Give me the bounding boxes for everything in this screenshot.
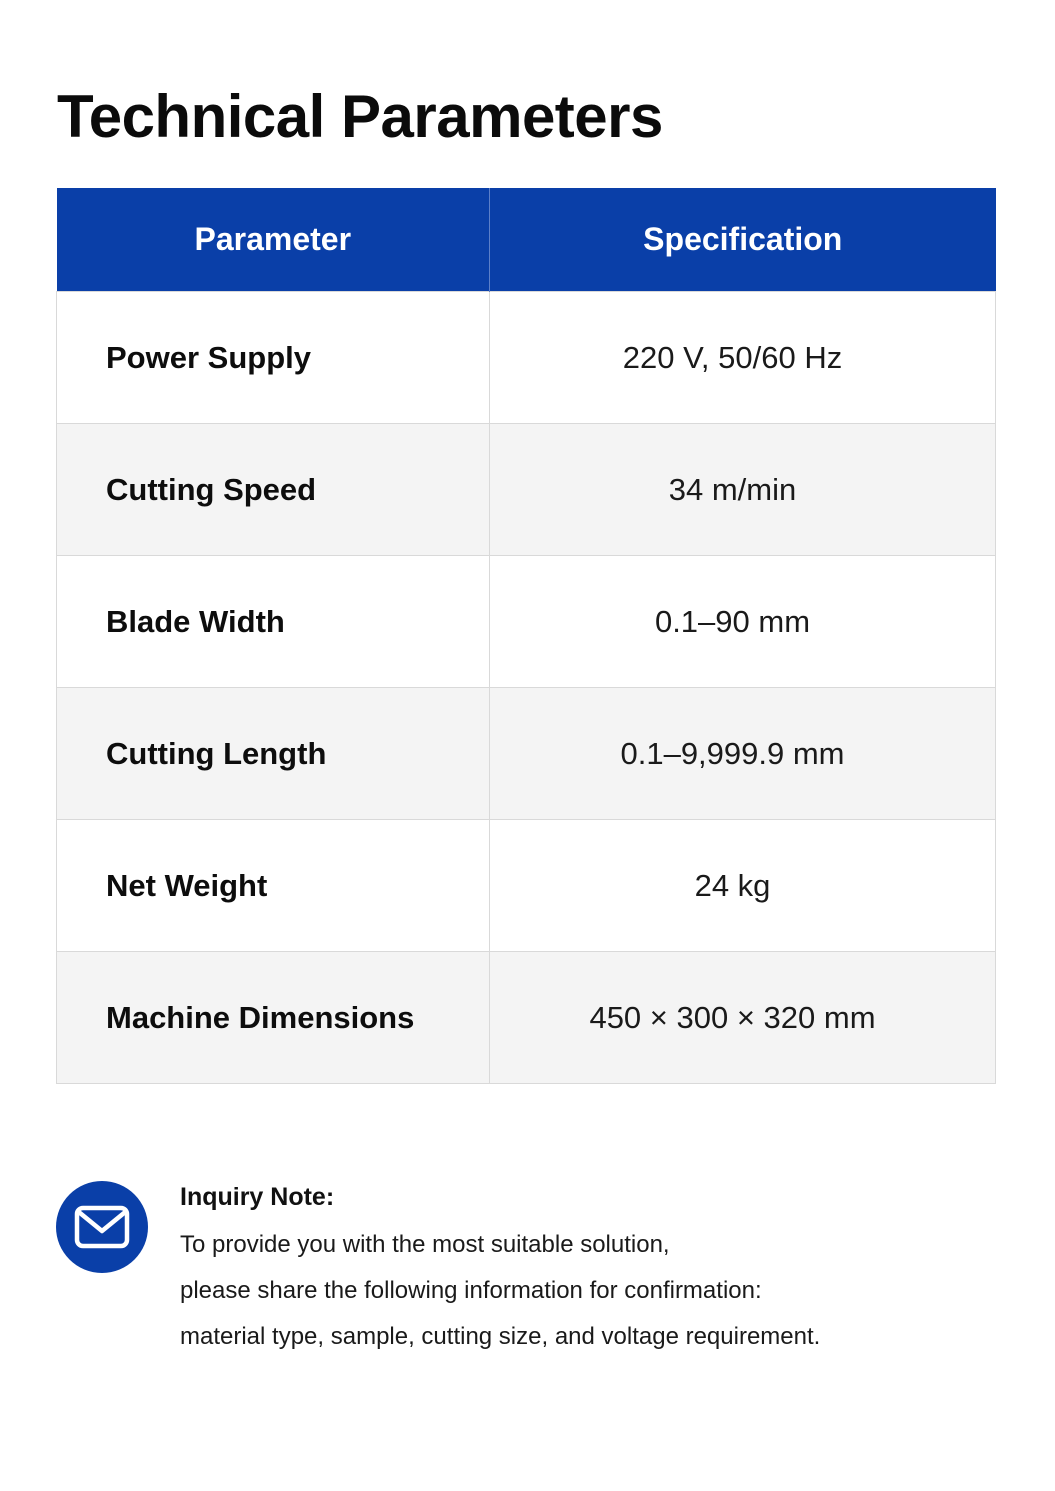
- parameter-cell: Blade Width: [57, 556, 490, 688]
- specification-cell: 24 kg: [490, 820, 996, 952]
- table-header-row: [57, 188, 996, 292]
- parameter-cell: Net Weight: [57, 820, 490, 952]
- envelope-glyph: [74, 1205, 130, 1249]
- table-row: [57, 688, 996, 820]
- inquiry-note-line: please share the following information for confirmation:: [180, 1277, 762, 1304]
- page-title: Technical Parameters: [57, 83, 663, 150]
- parameter-cell: Cutting Speed: [57, 424, 490, 556]
- parameter-cell: Machine Dimensions: [57, 952, 490, 1084]
- inquiry-note-line: material type, sample, cutting size, and voltage requirement.: [180, 1323, 821, 1350]
- spec-table: [56, 188, 996, 1084]
- parameter-cell: Cutting Length: [57, 688, 490, 820]
- header-specification: Specification: [490, 188, 996, 292]
- inquiry-note-line: To provide you with the most suitable solution,: [180, 1231, 670, 1258]
- specification-cell: 34 m/min: [490, 424, 996, 556]
- table-row: [57, 424, 996, 556]
- table-row: [57, 952, 996, 1084]
- table-row: [57, 820, 996, 952]
- specification-cell: 0.1–9,999.9 mm: [490, 688, 996, 820]
- header-parameter: Parameter: [57, 188, 490, 292]
- specification-cell: 220 V, 50/60 Hz: [490, 292, 996, 424]
- table-row: [57, 292, 996, 424]
- table-row: [57, 556, 996, 688]
- inquiry-note-title: Inquiry Note:: [180, 1183, 335, 1211]
- envelope-icon: [56, 1181, 148, 1273]
- specification-cell: 450 × 300 × 320 mm: [490, 952, 996, 1084]
- inquiry-note: [180, 1183, 1000, 1360]
- specification-cell: 0.1–90 mm: [490, 556, 996, 688]
- parameter-cell: Power Supply: [57, 292, 490, 424]
